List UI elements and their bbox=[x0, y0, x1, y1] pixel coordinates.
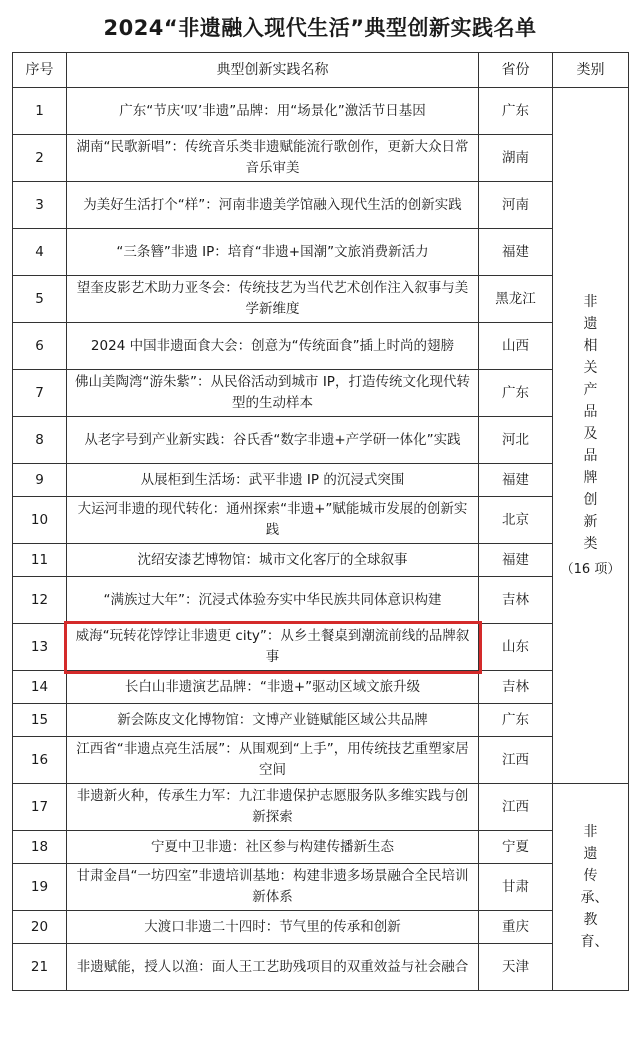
document-title: 2024“非遗融入现代生活”典型创新实践名单 bbox=[103, 16, 537, 40]
table-row bbox=[13, 497, 629, 544]
row-number: 11 bbox=[13, 544, 67, 577]
row-number: 3 bbox=[13, 182, 67, 229]
practice-name: 甘肃金昌“一坊四室”非遗培训基地：构建非遗多场景融合全民培训新体系 bbox=[67, 864, 479, 911]
practice-name: 非遗赋能，授人以渔：面人王工艺助残项目的双重效益与社会融合 bbox=[67, 944, 479, 991]
province: 吉林 bbox=[479, 671, 553, 704]
table-row bbox=[13, 464, 629, 497]
practice-name: “满族过大年”：沉浸式体验夯实中华民族共同体意识构建 bbox=[67, 577, 479, 624]
table-row bbox=[13, 229, 629, 276]
practice-name: 广东“节庆‘叹’非遗”品牌：用“场景化”激活节日基因 bbox=[67, 88, 479, 135]
category-cell bbox=[553, 88, 629, 784]
row-number: 8 bbox=[13, 417, 67, 464]
row-number: 19 bbox=[13, 864, 67, 911]
province: 吉林 bbox=[479, 577, 553, 624]
table-row bbox=[13, 88, 629, 135]
province: 广东 bbox=[479, 88, 553, 135]
practice-name: 江西省“非遗点亮生活展”：从围观到“上手”，用传统技艺重塑家居空间 bbox=[67, 737, 479, 784]
row-number: 4 bbox=[13, 229, 67, 276]
table-row bbox=[13, 544, 629, 577]
row-number: 17 bbox=[13, 784, 67, 831]
province: 北京 bbox=[479, 497, 553, 544]
category-label: 非遗传承、教育、 bbox=[580, 824, 609, 950]
row-number: 2 bbox=[13, 135, 67, 182]
province: 江西 bbox=[479, 737, 553, 784]
table-header-row bbox=[13, 53, 629, 88]
row-number: 14 bbox=[13, 671, 67, 704]
table-row bbox=[13, 944, 629, 991]
header-category: 类别 bbox=[553, 53, 629, 88]
row-number: 16 bbox=[13, 737, 67, 784]
table-row bbox=[13, 624, 629, 671]
table-row bbox=[13, 911, 629, 944]
practice-name: 大渡口非遗二十四时：节气里的传承和创新 bbox=[67, 911, 479, 944]
province: 江西 bbox=[479, 784, 553, 831]
table-row bbox=[13, 417, 629, 464]
practice-name: 湖南“民歌新唱”：传统音乐类非遗赋能流行歌创作，更新大众日常音乐审美 bbox=[67, 135, 479, 182]
practice-name: 从展柜到生活场：武平非遗 IP 的沉浸式突围 bbox=[67, 464, 479, 497]
province: 河南 bbox=[479, 182, 553, 229]
practice-list-table bbox=[12, 52, 629, 991]
province: 重庆 bbox=[479, 911, 553, 944]
province: 湖南 bbox=[479, 135, 553, 182]
practice-name: 长白山非遗演艺品牌：“非遗+”驱动区域文旅升级 bbox=[67, 671, 479, 704]
practice-name: 威海“玩转花饽饽让非遗更 city”：从乡土餐桌到潮流前线的品牌叙事 bbox=[67, 624, 479, 671]
practice-name: 大运河非遗的现代转化：通州探索“非遗+”赋能城市发展的创新实践 bbox=[67, 497, 479, 544]
table-row bbox=[13, 671, 629, 704]
header-province: 省份 bbox=[479, 53, 553, 88]
province: 广东 bbox=[479, 704, 553, 737]
province: 甘肃 bbox=[479, 864, 553, 911]
province: 福建 bbox=[479, 464, 553, 497]
table-row bbox=[13, 864, 629, 911]
province: 山东 bbox=[479, 624, 553, 671]
row-number: 15 bbox=[13, 704, 67, 737]
header-no: 序号 bbox=[13, 53, 67, 88]
practice-name: 新会陈皮文化博物馆：文博产业链赋能区域公共品牌 bbox=[67, 704, 479, 737]
province: 宁夏 bbox=[479, 831, 553, 864]
row-number: 18 bbox=[13, 831, 67, 864]
table-row bbox=[13, 737, 629, 784]
table-row bbox=[13, 323, 629, 370]
row-number: 10 bbox=[13, 497, 67, 544]
practice-name: 非遗新火种，传承生力军：九江非遗保护志愿服务队多维实践与创新探索 bbox=[67, 784, 479, 831]
table-row bbox=[13, 135, 629, 182]
table-row bbox=[13, 831, 629, 864]
row-number: 5 bbox=[13, 276, 67, 323]
practice-name: 从老字号到产业新实践：谷氏香“数字非遗+产学研一体化”实践 bbox=[67, 417, 479, 464]
row-number: 1 bbox=[13, 88, 67, 135]
province: 山西 bbox=[479, 323, 553, 370]
table-row bbox=[13, 577, 629, 624]
province: 黑龙江 bbox=[479, 276, 553, 323]
category-cell bbox=[553, 784, 629, 991]
table-row bbox=[13, 704, 629, 737]
province: 天津 bbox=[479, 944, 553, 991]
table-row bbox=[13, 276, 629, 323]
practice-name: 2024 中国非遗面食大会：创意为“传统面食”插上时尚的翅膀 bbox=[67, 323, 479, 370]
practice-name: 宁夏中卫非遗：社区参与构建传播新生态 bbox=[67, 831, 479, 864]
province: 河北 bbox=[479, 417, 553, 464]
row-number: 12 bbox=[13, 577, 67, 624]
row-number: 21 bbox=[13, 944, 67, 991]
province: 福建 bbox=[479, 544, 553, 577]
province: 福建 bbox=[479, 229, 553, 276]
table-row bbox=[13, 370, 629, 417]
practice-name: “三条簪”非遗 IP：培育“非遗+国潮”文旅消费新活力 bbox=[67, 229, 479, 276]
practice-name: 沈绍安漆艺博物馆：城市文化客厅的全球叙事 bbox=[67, 544, 479, 577]
province: 广东 bbox=[479, 370, 553, 417]
row-number: 9 bbox=[13, 464, 67, 497]
practice-name: 望奎皮影艺术助力亚冬会：传统技艺为当代艺术创作注入叙事与美学新维度 bbox=[67, 276, 479, 323]
row-number: 7 bbox=[13, 370, 67, 417]
category-label: 非遗相关产品及品牌创新类 bbox=[583, 294, 598, 552]
table-row bbox=[13, 784, 629, 831]
row-number: 20 bbox=[13, 911, 67, 944]
row-number: 6 bbox=[13, 323, 67, 370]
category-count: （16 项） bbox=[560, 562, 621, 577]
row-number: 13 bbox=[13, 624, 67, 671]
practice-name: 佛山美陶湾“游朱紫”：从民俗活动到城市 IP，打造传统文化现代转型的生动样本 bbox=[67, 370, 479, 417]
practice-name: 为美好生活打个“样”：河南非遗美学馆融入现代生活的创新实践 bbox=[67, 182, 479, 229]
header-name: 典型创新实践名称 bbox=[67, 53, 479, 88]
table-row bbox=[13, 182, 629, 229]
